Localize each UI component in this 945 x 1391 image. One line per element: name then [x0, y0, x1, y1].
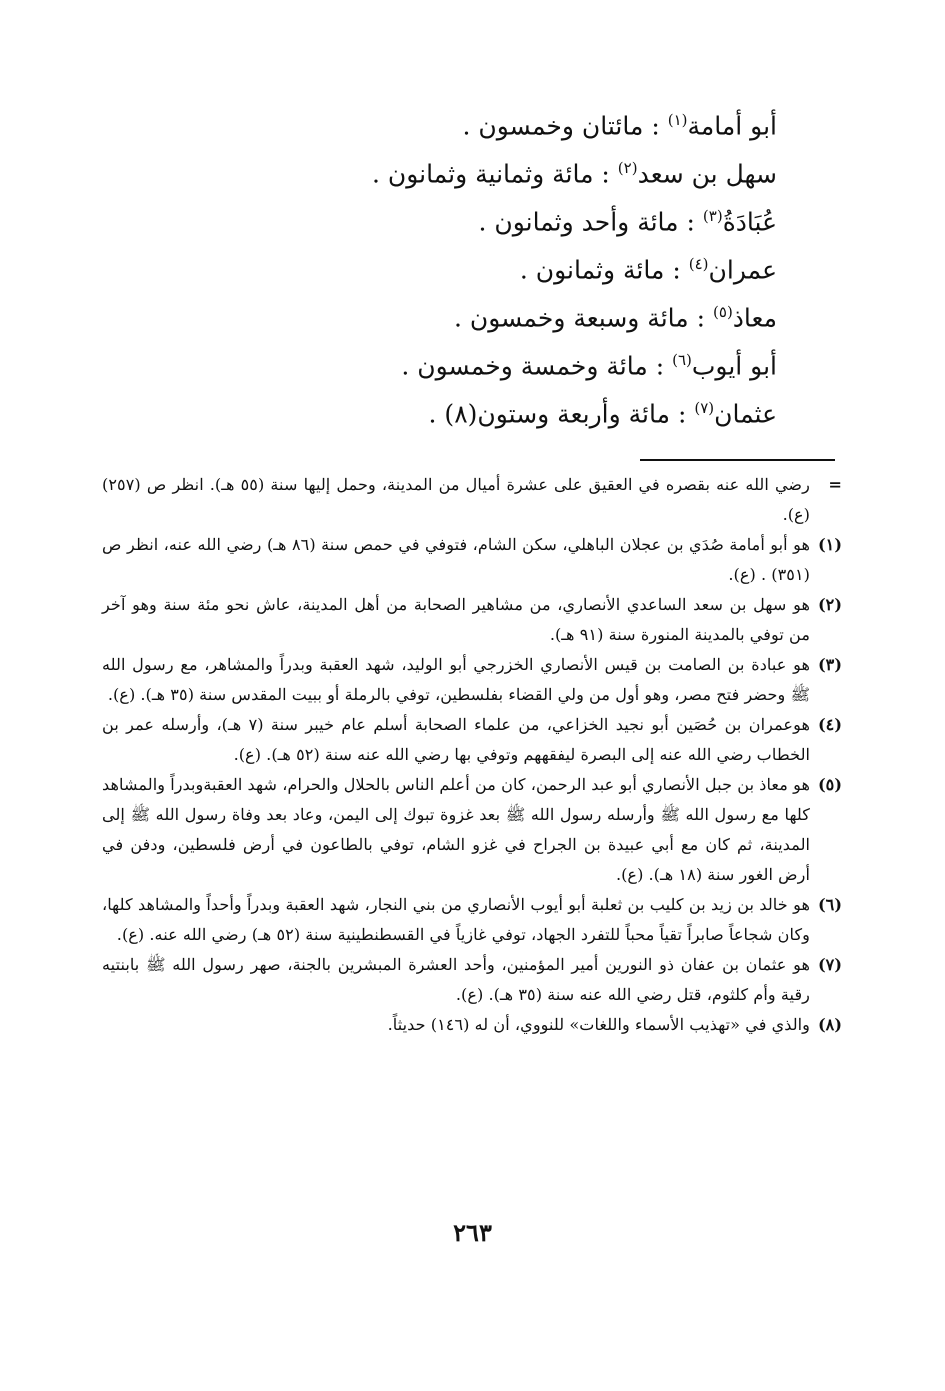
narrator-line	[257, 384, 777, 432]
narrator-count-list	[257, 96, 777, 432]
footnote-ref: (٧)	[694, 399, 715, 417]
narrator-name: سهل بن سعد	[637, 159, 777, 189]
footnote-number: (١)	[817, 535, 842, 554]
narrator-name: أبو أيوب	[691, 351, 777, 381]
footnote	[102, 590, 842, 650]
narrator-name: معاذ	[732, 303, 777, 333]
footnote-text: هو معاذ بن جبل الأنصاري أبو عبد الرحمن، كان من أعلم الناس بالحلال والحرام، شهد العقبةوبدراً والمشاهد كلها مع رسول الله ﷺ وأرسله رسول الله ﷺ بعد غزوة تبوك إلى اليمن، وعاد بعد وفاة رسول الله ﷺ إلى المدينة، ثم كان مع أبي عبيدة بن الجراح في غزو الشام، توفي بالطاعون في أرض فلسطين، ودفن في أرض الغور سنة (١٨ هـ). (ع).	[102, 775, 810, 884]
footnote-text: هو خالد بن زيد بن كليب بن ثعلبة أبو أيوب الأنصاري من بني النجار، شهد العقبة وبدراً وأحداً والمشاهد كلها، وكان شجاعاً صابراً تقياً محباً للتفرد الجهاد، توفي غازياً في القسطنطينية سنة (٥٢ هـ) رضي الله عنه. (ع).	[102, 895, 810, 944]
footnote-ref: (١)	[667, 111, 688, 129]
footnote-ref: (٢)	[617, 159, 638, 177]
footnote-number: (٨)	[817, 1015, 842, 1034]
footnote-text: رضي الله عنه بقصره في العقيق على عشرة أميال من المدينة، وحمل إليها سنة (٥٥ هـ). انظر ص (٢٥٧) (ع).	[102, 475, 810, 524]
narrator-count: : مائة وثمانون .	[519, 255, 681, 285]
narrator-count: : مائتان وخمسون .	[462, 111, 660, 141]
narrator-count: : مائة وثمانية وثمانون .	[371, 159, 610, 189]
footnote	[102, 710, 842, 770]
narrator-line	[257, 144, 777, 192]
footnote	[102, 770, 842, 890]
footnote	[102, 1010, 842, 1040]
footnote-text: هو أبو أمامة صُدَي بن عجلان الباهلي، سكن الشام، فتوفي في حمص سنة (٨٦ هـ) رضي الله عنه، انظر ص (٣٥١) . (ع).	[102, 535, 810, 584]
footnote-number: (٣)	[817, 655, 842, 674]
narrator-count: : مائة وأحد وثمانون .	[478, 207, 695, 237]
narrator-name: عثمان	[714, 399, 777, 429]
narrator-count: : مائة وأربعة وستون(٨) .	[428, 399, 687, 429]
footnote	[102, 890, 842, 950]
narrator-name: أبو أمامة	[687, 111, 777, 141]
narrator-count: : مائة وخمسة وخمسون .	[401, 351, 665, 381]
footnote-number: =	[828, 475, 842, 494]
narrator-count: : مائة وسبعة وخمسون .	[453, 303, 706, 333]
narrator-name: عُبَادَةُ	[722, 207, 777, 237]
footnotes	[102, 470, 842, 1040]
footnote-text: هو عبادة بن الصامت بن قيس الأنصاري الخزرجي أبو الوليد، شهد العقبة وبدراً والمشاهر، مع رسول الله ﷺ وحضر فتح مصر، وهو أول من ولي القضاء بفلسطين، توفي بالرملة أو ببيت المقدس سنة (٣٥ هـ). (ع).	[102, 655, 810, 704]
footnote	[102, 650, 842, 710]
footnote	[102, 470, 842, 530]
footnote-text: هوعمران بن حُصَين أبو نجيد الخزاعي، من علماء الصحابة أسلم عام خيبر سنة (٧ هـ)، وأرسله عمر بن الخطاب رضي الله عنه إلى البصرة ليفقههم وتوفي بها رضي الله عنه سنة (٥٢ هـ). (ع).	[102, 715, 810, 764]
footnote-ref: (٣)	[702, 207, 723, 225]
narrator-line	[257, 336, 777, 384]
footnote-text: والذي في «تهذيب الأسماء واللغات» للنووي، أن له (١٤٦) حديثاً.	[387, 1015, 810, 1034]
footnote-ref: (٤)	[688, 255, 709, 273]
footnote-ref: (٥)	[713, 303, 733, 321]
footnote-separator	[640, 459, 835, 461]
page-number: ٢٦٣	[453, 1218, 492, 1247]
footnote	[102, 530, 842, 590]
footnote-text: هو سهل بن سعد الساعدي الأنصاري، من مشاهير الصحابة من أهل المدينة، عاش نحو مئة سنة وهو آخر من توفي بالمدينة المنورة سنة (٩١ هـ).	[102, 595, 810, 644]
narrator-line	[257, 96, 777, 144]
footnote-text: هو عثمان بن عفان ذو النورين أمير المؤمنين، وأحد العشرة المبشرين بالجنة، صهر رسول الله ﷺ بابنتيه رقية وأم كلثوم، قتل رضي الله عنه سنة (٣٥ هـ). (ع).	[102, 955, 810, 1004]
narrator-line	[257, 192, 777, 240]
narrator-line	[257, 288, 777, 336]
footnote-number: (٢)	[817, 595, 842, 614]
narrator-name: عمران	[708, 255, 777, 285]
footnote-ref: (٦)	[672, 351, 692, 369]
footnote-number: (٤)	[817, 715, 842, 734]
footnote-number: (٧)	[817, 955, 842, 974]
footnote	[102, 950, 842, 1010]
footnote-number: (٥)	[817, 775, 842, 794]
narrator-line	[257, 240, 777, 288]
footnote-number: (٦)	[817, 895, 842, 914]
